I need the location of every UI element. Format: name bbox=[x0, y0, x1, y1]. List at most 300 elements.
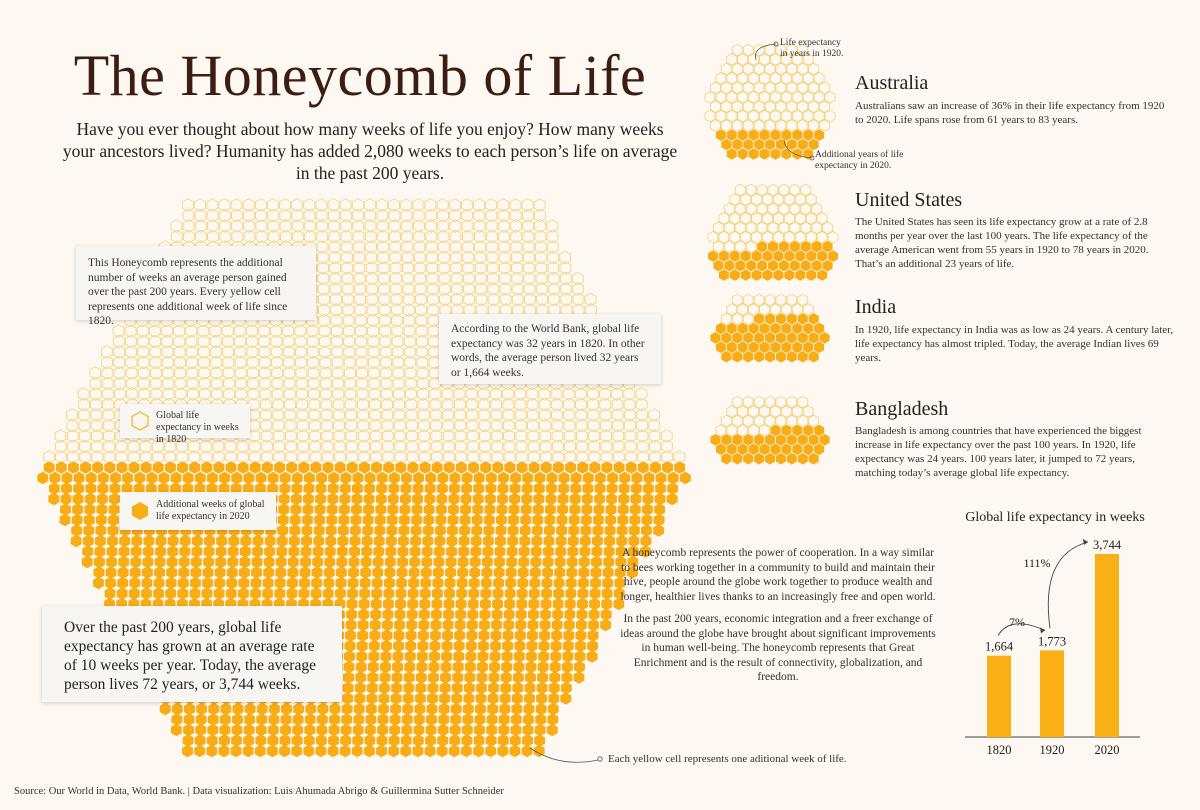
filled-cell bbox=[202, 587, 213, 600]
empty-cell bbox=[708, 231, 718, 243]
filled-cell bbox=[562, 661, 573, 674]
empty-cell bbox=[752, 231, 762, 243]
filled-cell bbox=[239, 566, 250, 579]
filled-cell bbox=[267, 745, 278, 758]
filled-cell bbox=[514, 640, 525, 653]
empty-cell bbox=[776, 396, 786, 408]
filled-cell bbox=[490, 650, 501, 663]
filled-cell bbox=[156, 535, 167, 548]
filled-cell bbox=[398, 545, 409, 558]
filled-cell bbox=[105, 587, 116, 600]
filled-cell bbox=[503, 619, 514, 632]
empty-cell bbox=[814, 92, 824, 104]
filled-cell bbox=[206, 745, 217, 758]
filled-cell bbox=[325, 545, 336, 558]
category-label: 1820 bbox=[986, 743, 1012, 757]
filled-cell bbox=[601, 461, 612, 474]
empty-cell bbox=[760, 406, 770, 418]
filled-cell bbox=[302, 524, 313, 537]
filled-cell bbox=[518, 566, 529, 579]
filled-cell bbox=[569, 514, 580, 527]
filled-cell bbox=[534, 472, 545, 485]
filled-cell bbox=[429, 650, 440, 663]
filled-cell bbox=[83, 535, 94, 548]
filled-cell bbox=[732, 332, 742, 344]
filled-cell bbox=[719, 250, 729, 262]
empty-cell bbox=[757, 184, 767, 196]
filled-cell bbox=[325, 535, 336, 548]
filled-cell bbox=[445, 577, 456, 590]
filled-cell bbox=[754, 453, 764, 465]
filled-cell bbox=[300, 556, 311, 569]
filled-cell bbox=[60, 503, 71, 516]
filled-cell bbox=[809, 453, 819, 465]
filled-cell bbox=[392, 671, 403, 684]
filled-cell bbox=[172, 703, 183, 716]
filled-cell bbox=[84, 503, 95, 516]
filled-cell bbox=[280, 724, 291, 737]
filled-cell bbox=[467, 608, 478, 621]
filled-cell bbox=[654, 514, 665, 527]
filled-cell bbox=[280, 472, 291, 485]
filled-cell bbox=[214, 587, 225, 600]
filled-cell bbox=[84, 514, 95, 527]
filled-cell bbox=[359, 461, 370, 474]
filled-cell bbox=[37, 472, 48, 485]
empty-cell bbox=[801, 222, 811, 234]
filled-cell bbox=[384, 577, 395, 590]
filled-cell bbox=[569, 503, 580, 516]
filled-cell bbox=[146, 472, 157, 485]
filled-cell bbox=[354, 703, 365, 716]
empty-cell bbox=[735, 241, 745, 253]
filled-cell bbox=[485, 493, 496, 506]
filled-cell bbox=[781, 341, 791, 353]
filled-cell bbox=[763, 269, 773, 281]
filled-cell bbox=[378, 703, 389, 716]
empty-cell bbox=[752, 194, 762, 206]
empty-cell bbox=[776, 63, 786, 75]
filled-cell bbox=[532, 524, 543, 537]
filled-cell bbox=[823, 260, 833, 272]
filled-cell bbox=[422, 535, 433, 548]
filled-cell bbox=[373, 556, 384, 569]
filled-cell bbox=[180, 535, 191, 548]
filled-cell bbox=[553, 461, 564, 474]
filled-cell bbox=[440, 671, 451, 684]
filled-cell bbox=[356, 650, 367, 663]
filled-cell bbox=[439, 703, 450, 716]
filled-cell bbox=[498, 482, 509, 495]
filled-cell bbox=[547, 472, 558, 485]
filled-cell bbox=[461, 482, 472, 495]
empty-cell bbox=[749, 92, 759, 104]
filled-cell bbox=[303, 503, 314, 516]
filled-cell bbox=[364, 745, 375, 758]
filled-cell bbox=[522, 482, 533, 495]
filled-cell bbox=[291, 493, 302, 506]
filled-cell bbox=[456, 598, 467, 611]
filled-cell bbox=[411, 524, 422, 537]
filled-cell bbox=[792, 341, 802, 353]
filled-cell bbox=[575, 640, 586, 653]
filled-cell bbox=[544, 524, 555, 537]
filled-cell bbox=[517, 461, 528, 474]
empty-cell bbox=[779, 184, 789, 196]
filled-cell bbox=[495, 535, 506, 548]
filled-cell bbox=[352, 493, 363, 506]
filled-cell bbox=[630, 503, 641, 516]
filled-cell bbox=[231, 472, 242, 485]
filled-cell bbox=[434, 535, 445, 548]
empty-cell bbox=[795, 213, 805, 225]
empty-cell bbox=[770, 304, 780, 316]
filled-cell bbox=[490, 640, 501, 653]
filled-cell bbox=[492, 461, 503, 474]
filled-cell bbox=[251, 577, 262, 590]
filled-cell bbox=[192, 535, 203, 548]
filled-cell bbox=[546, 493, 557, 506]
empty-cell bbox=[820, 101, 830, 113]
filled-cell bbox=[626, 461, 637, 474]
filled-cell bbox=[513, 661, 524, 674]
filled-cell bbox=[594, 493, 605, 506]
filled-cell bbox=[601, 608, 612, 621]
filled-cell bbox=[315, 503, 326, 516]
filled-cell bbox=[203, 556, 214, 569]
filled-cell bbox=[363, 514, 374, 527]
empty-cell bbox=[743, 396, 753, 408]
empty-cell bbox=[721, 101, 731, 113]
empty-cell bbox=[743, 101, 753, 113]
filled-cell bbox=[530, 566, 541, 579]
honeycomb-explainer-card: This Honeycomb represents the additional number of weeks an average person gained over the past 200 years. Every yellow cell represents one additional week of life since 1820. bbox=[76, 246, 316, 320]
filled-cell bbox=[134, 472, 145, 485]
filled-cell bbox=[779, 260, 789, 272]
filled-cell bbox=[409, 556, 420, 569]
filled-cell bbox=[422, 545, 433, 558]
empty-cell bbox=[812, 203, 822, 215]
filled-cell bbox=[316, 734, 327, 747]
filled-cell bbox=[361, 545, 372, 558]
filled-cell bbox=[564, 619, 575, 632]
filled-cell bbox=[462, 724, 473, 737]
filled-cell bbox=[524, 703, 535, 716]
filled-cell bbox=[443, 619, 454, 632]
filled-cell bbox=[491, 619, 502, 632]
filled-cell bbox=[369, 629, 380, 642]
filled-cell bbox=[607, 472, 618, 485]
filled-cell bbox=[445, 566, 456, 579]
filled-cell bbox=[447, 535, 458, 548]
filled-cell bbox=[423, 524, 434, 537]
filled-cell bbox=[803, 443, 813, 455]
filled-cell bbox=[817, 269, 827, 281]
filled-cell bbox=[388, 482, 399, 495]
filled-cell bbox=[402, 703, 413, 716]
empty-cell bbox=[754, 63, 764, 75]
filled-cell bbox=[461, 745, 472, 758]
filled-cell bbox=[521, 503, 532, 516]
filled-cell bbox=[265, 535, 276, 548]
filled-cell bbox=[263, 566, 274, 579]
filled-cell bbox=[466, 629, 477, 642]
filled-cell bbox=[642, 503, 653, 516]
filled-cell bbox=[508, 514, 519, 527]
empty-cell bbox=[792, 304, 802, 316]
empty-cell bbox=[781, 110, 791, 122]
filled-cell bbox=[326, 514, 337, 527]
filled-cell bbox=[344, 650, 355, 663]
filled-cell bbox=[479, 629, 490, 642]
filled-cell bbox=[277, 535, 288, 548]
filled-cell bbox=[401, 472, 412, 485]
country-name-united-states: United States bbox=[855, 189, 963, 211]
growth-1820-1920-label: 7% bbox=[1009, 615, 1025, 629]
empty-cell bbox=[814, 73, 824, 85]
filled-cell bbox=[351, 514, 362, 527]
filled-cell bbox=[365, 724, 376, 737]
filled-cell bbox=[721, 453, 731, 465]
filled-cell bbox=[388, 493, 399, 506]
filled-cell bbox=[335, 461, 346, 474]
filled-cell bbox=[383, 608, 394, 621]
filled-cell bbox=[472, 514, 483, 527]
filled-cell bbox=[795, 250, 805, 262]
filled-cell bbox=[439, 692, 450, 705]
filled-cell bbox=[591, 556, 602, 569]
filled-cell bbox=[738, 323, 748, 335]
empty-cell bbox=[721, 82, 731, 94]
filled-cell bbox=[314, 514, 325, 527]
filled-cell bbox=[431, 619, 442, 632]
filled-cell bbox=[743, 434, 753, 446]
filled-cell bbox=[430, 640, 441, 653]
filled-cell bbox=[617, 514, 628, 527]
filled-cell bbox=[62, 472, 73, 485]
filled-cell bbox=[357, 640, 368, 653]
empty-cell bbox=[809, 101, 819, 113]
filled-cell bbox=[776, 351, 786, 363]
empty-cell bbox=[787, 415, 797, 427]
filled-cell bbox=[580, 535, 591, 548]
filled-cell bbox=[754, 434, 764, 446]
filled-cell bbox=[812, 241, 822, 253]
filled-cell bbox=[417, 640, 428, 653]
filled-cell bbox=[463, 703, 474, 716]
empty-cell bbox=[784, 231, 794, 243]
filled-cell bbox=[364, 734, 375, 747]
filled-cell bbox=[787, 434, 797, 446]
filled-cell bbox=[352, 482, 363, 495]
filled-cell bbox=[781, 129, 791, 141]
filled-cell bbox=[420, 587, 431, 600]
filled-cell bbox=[508, 524, 519, 537]
filled-cell bbox=[328, 482, 339, 495]
filled-cell bbox=[741, 269, 751, 281]
filled-cell bbox=[787, 313, 797, 325]
filled-cell bbox=[253, 535, 264, 548]
empty-cell bbox=[732, 101, 742, 113]
filled-cell bbox=[438, 713, 449, 726]
filled-cell bbox=[781, 425, 791, 437]
filled-cell bbox=[594, 503, 605, 516]
filled-cell bbox=[435, 524, 446, 537]
filled-cell bbox=[814, 425, 824, 437]
filled-cell bbox=[798, 139, 808, 151]
filled-cell bbox=[520, 514, 531, 527]
page-title: The Honeycomb of Life bbox=[73, 43, 647, 108]
filled-cell bbox=[480, 461, 491, 474]
empty-cell bbox=[724, 203, 734, 215]
filled-cell bbox=[389, 724, 400, 737]
filled-cell bbox=[592, 535, 603, 548]
empty-cell bbox=[779, 222, 789, 234]
filled-cell bbox=[656, 472, 667, 485]
filled-cell bbox=[631, 482, 642, 495]
filled-cell bbox=[420, 577, 431, 590]
filled-cell bbox=[727, 148, 737, 160]
filled-cell bbox=[372, 577, 383, 590]
filled-cell bbox=[394, 629, 405, 642]
filled-cell bbox=[351, 503, 362, 516]
filled-cell bbox=[820, 434, 830, 446]
empty-cell bbox=[806, 213, 816, 225]
filled-cell bbox=[488, 682, 499, 695]
filled-cell bbox=[776, 313, 786, 325]
filled-cell bbox=[171, 724, 182, 737]
empty-cell bbox=[721, 313, 731, 325]
filled-cell bbox=[488, 692, 499, 705]
filled-cell bbox=[738, 129, 748, 141]
filled-cell bbox=[629, 524, 640, 537]
filled-cell bbox=[735, 260, 745, 272]
filled-cell bbox=[591, 566, 602, 579]
filled-cell bbox=[577, 587, 588, 600]
filled-cell bbox=[391, 692, 402, 705]
empty-cell bbox=[716, 110, 726, 122]
filled-cell bbox=[605, 514, 616, 527]
honeycomb-united-states bbox=[708, 184, 838, 281]
filled-cell bbox=[105, 577, 116, 590]
filled-cell bbox=[749, 341, 759, 353]
annotation-2020: Additional years of life expectancy in 2020. bbox=[815, 150, 904, 171]
filled-cell bbox=[606, 493, 617, 506]
filled-cell bbox=[86, 472, 97, 485]
filled-cell bbox=[513, 671, 524, 684]
filled-cell bbox=[578, 577, 589, 590]
empty-cell bbox=[798, 63, 808, 75]
empty-cell bbox=[765, 415, 775, 427]
growth-1920-2020-arrowhead bbox=[1083, 539, 1088, 545]
filled-cell bbox=[485, 482, 496, 495]
filled-cell bbox=[496, 524, 507, 537]
filled-cell bbox=[358, 608, 369, 621]
filled-cell bbox=[267, 734, 278, 747]
filled-cell bbox=[432, 587, 443, 600]
filled-cell bbox=[376, 482, 387, 495]
filled-cell bbox=[280, 734, 291, 747]
filled-cell bbox=[339, 503, 350, 516]
filled-cell bbox=[643, 482, 654, 495]
filled-cell bbox=[131, 535, 142, 548]
filled-cell bbox=[484, 503, 495, 516]
filled-cell bbox=[604, 545, 615, 558]
filled-cell bbox=[516, 598, 527, 611]
filled-cell bbox=[346, 608, 357, 621]
country-desc-bangladesh: Bangladesh is among countries that have experienced the biggest increase in life expectancy over the past 100 years. In 1920, life expectancy was 24 years. 100 years later, it jumped to 72 years, matching today’s average global life expectancy. bbox=[855, 425, 1142, 479]
empty-cell bbox=[798, 101, 808, 113]
filled-cell bbox=[324, 566, 335, 579]
filled-cell bbox=[525, 671, 536, 684]
filled-cell bbox=[220, 713, 231, 726]
empty-cell bbox=[773, 213, 783, 225]
filled-cell bbox=[414, 713, 425, 726]
filled-cell bbox=[375, 514, 386, 527]
filled-cell bbox=[410, 545, 421, 558]
filled-cell bbox=[577, 598, 588, 611]
filled-cell bbox=[550, 661, 561, 674]
filled-cell bbox=[787, 139, 797, 151]
filled-cell bbox=[447, 524, 458, 537]
filled-cell bbox=[304, 472, 315, 485]
filled-cell bbox=[532, 514, 543, 527]
filled-cell bbox=[412, 503, 423, 516]
filled-cell bbox=[106, 556, 117, 569]
filled-cell bbox=[604, 535, 615, 548]
filled-cell bbox=[730, 269, 740, 281]
filled-cell bbox=[407, 608, 418, 621]
filled-cell bbox=[587, 640, 598, 653]
filled-cell bbox=[269, 703, 280, 716]
filled-cell bbox=[468, 598, 479, 611]
filled-cell bbox=[218, 745, 229, 758]
filled-cell bbox=[492, 598, 503, 611]
filled-cell bbox=[362, 524, 373, 537]
empty-cell bbox=[749, 304, 759, 316]
filled-cell bbox=[291, 482, 302, 495]
filled-cell bbox=[130, 566, 141, 579]
filled-cell bbox=[418, 629, 429, 642]
filled-cell bbox=[240, 545, 251, 558]
filled-cell bbox=[73, 482, 84, 495]
filled-cell bbox=[416, 671, 427, 684]
filled-cell bbox=[400, 493, 411, 506]
filled-cell bbox=[638, 461, 649, 474]
empty-cell bbox=[741, 231, 751, 243]
filled-cell bbox=[71, 524, 82, 537]
filled-cell bbox=[348, 566, 359, 579]
filled-cell bbox=[276, 556, 287, 569]
empty-cell bbox=[754, 294, 764, 306]
filled-cell bbox=[204, 545, 215, 558]
empty-cell bbox=[760, 304, 770, 316]
filled-cell bbox=[228, 535, 239, 548]
filled-cell bbox=[411, 514, 422, 527]
filled-cell bbox=[765, 453, 775, 465]
chart-title: Global life expectancy in weeks bbox=[965, 510, 1145, 525]
bar-2020 bbox=[1095, 554, 1119, 737]
filled-cell bbox=[371, 461, 382, 474]
filled-cell bbox=[507, 545, 518, 558]
filled-cell bbox=[558, 493, 569, 506]
filled-cell bbox=[329, 713, 340, 726]
filled-cell bbox=[787, 351, 797, 363]
filled-cell bbox=[809, 332, 819, 344]
filled-cell bbox=[201, 461, 212, 474]
filled-cell bbox=[281, 713, 292, 726]
filled-cell bbox=[340, 734, 351, 747]
